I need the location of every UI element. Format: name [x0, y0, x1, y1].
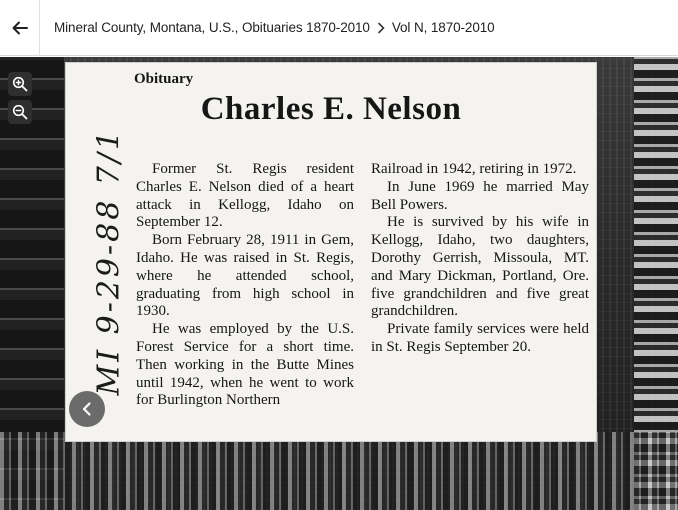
breadcrumb	[40, 20, 495, 35]
zoom-out-icon	[12, 104, 28, 120]
paragraph: Former St. Regis resident Charles E. Nelson died of a heart attack in Kellogg, Idaho on September 12.	[136, 161, 354, 231]
arrow-left-icon	[11, 19, 29, 37]
breadcrumb-volume-link[interactable]: Vol N, 1870-2010	[391, 20, 495, 35]
zoom-in-icon	[12, 76, 28, 92]
paragraph: Born February 28, 1911 in Gem, Idaho. He was raised in St. Regis, where he attended school, graduating from high school in 1930.	[136, 232, 354, 320]
clipping-headline: Charles E. Nelson	[200, 91, 462, 127]
obituary-clipping	[66, 63, 596, 441]
previous-page-button[interactable]	[69, 391, 105, 427]
clipping-kicker: Obituary	[134, 71, 194, 87]
handwritten-note	[76, 127, 128, 396]
back-button[interactable]	[0, 0, 40, 56]
paragraph: In June 1969 he married May Bell Powers.	[371, 178, 589, 213]
paragraph: Private family services were held in St. Regis September 20.	[371, 321, 589, 355]
zoom-in-button[interactable]	[8, 72, 32, 96]
chevron-right-icon	[376, 22, 386, 34]
chevron-left-icon	[80, 401, 94, 417]
document-viewer[interactable]	[0, 57, 678, 510]
article-column-2	[371, 161, 589, 357]
handwritten-note-text: MI 9-29-88 7/1	[91, 127, 127, 396]
article-column-1	[136, 161, 354, 410]
paragraph: He was employed by the U.S. Forest Service for a short time. Then working in the Butte Mines until 1942, when he went to work for Burlington Northern	[136, 321, 354, 409]
scan-background-bottom	[0, 432, 678, 510]
zoom-out-button[interactable]	[8, 100, 32, 124]
breadcrumb-collection-link[interactable]: Mineral County, Montana, U.S., Obituaries 1870-2010	[54, 20, 370, 35]
paragraph: Railroad in 1942, retiring in 1972.	[371, 161, 577, 177]
paragraph: He is survived by his wife in Kellogg, Idaho, two daughters, Dorothy Gerrish, Missoula, MT. and Mary Dickman, Portland, Ore. five grandchildren and five great grandchildren.	[371, 214, 589, 320]
top-bar	[0, 0, 678, 56]
